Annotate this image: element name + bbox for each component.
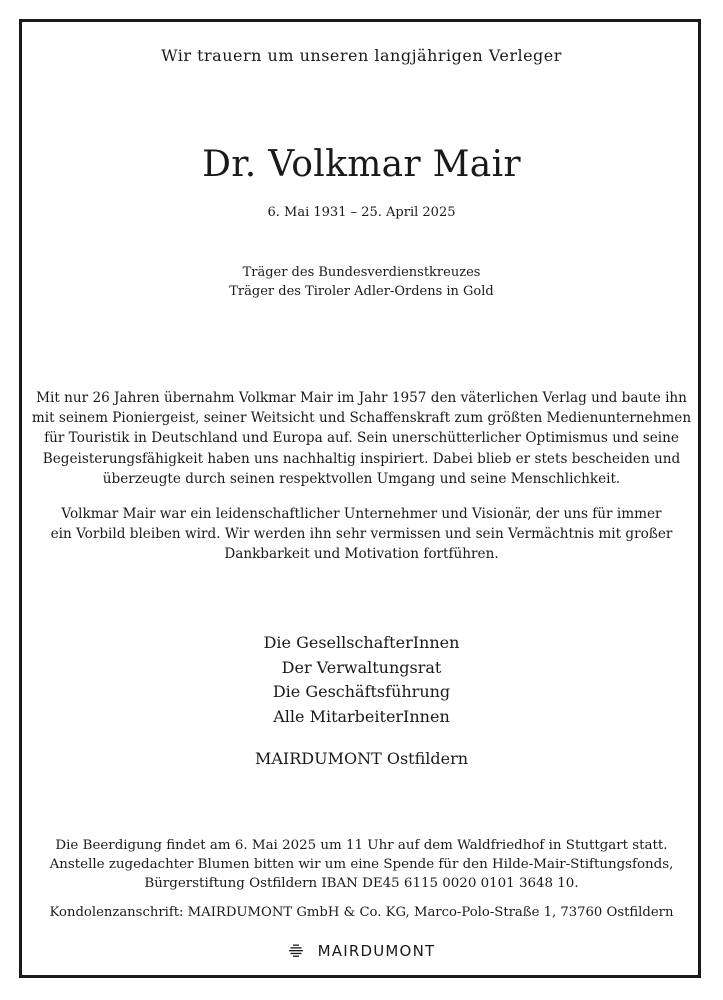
text-line: Dankbarkeit und Motivation fortführen. <box>224 546 499 563</box>
honors <box>0 263 723 301</box>
company-logo <box>0 942 723 960</box>
signer-line: Der Verwaltungsrat <box>281 657 442 677</box>
honor-line: Träger des Tiroler Adler-Ordens in Gold <box>229 284 494 299</box>
logo-wordmark: MAIRDUMONT <box>317 942 436 960</box>
signers <box>0 631 723 729</box>
text-line: überzeugte durch seinen respektvollen Umgang und seine Menschlichkeit. <box>102 470 621 487</box>
signer-line: Die Geschäftsführung <box>272 682 451 701</box>
header-line: Wir trauern um unseren langjährigen Verleger <box>161 46 562 65</box>
text-line: mit seinem Pioniergeist, seiner Weitsicht und Schaffenskraft zum größten Medienunternehmen <box>31 410 692 427</box>
tribute-paragraph-1 <box>0 388 723 489</box>
tribute-paragraph-2 <box>0 504 723 565</box>
text-line: ein Vorbild bleiben wird. Wir werden ihn sehr vermissen und sein Vermächtnis mit großer <box>50 526 673 543</box>
company-name: MAIRDUMONT Ostfildern <box>254 749 469 768</box>
text-line: Bürgerstiftung Ostfildern IBAN DE45 6115 0020 0101 3648 10. <box>144 876 579 891</box>
text-line: für Touristik in Deutschland und Europa auf. Sein unerschütterlicher Optimismus und seine <box>44 430 679 447</box>
signer-line: Die GesellschafterInnen <box>263 633 460 652</box>
condolence-address: Kondolenzanschrift: MAIRDUMONT GmbH & Co. KG, Marco-Polo-Straße 1, 73760 Ostfildern <box>49 905 674 920</box>
signer-line: Alle MitarbeiterInnen <box>273 706 450 726</box>
text-line: Begeisterungsfähigkeit haben uns nachhaltig inspiriert. Dabei blieb er stets bescheiden und <box>42 450 681 467</box>
text-line: Die Beerdigung findet am 6. Mai 2025 um 11 Uhr auf dem Waldfriedhof in Stuttgart statt. <box>55 838 668 853</box>
text-line: Mit nur 26 Jahren übernahm Volkmar Mair im Jahr 1957 den väterlichen Verlag und baute ihn <box>36 390 687 406</box>
stacked-lines-logo-icon <box>288 943 304 959</box>
deceased-name: Dr. Volkmar Mair <box>202 144 521 185</box>
text-line: Volkmar Mair war ein leidenschaftlicher Unternehmer und Visionär, der uns für immer <box>61 506 662 522</box>
funeral-info <box>0 836 723 893</box>
life-dates: 6. Mai 1931 – 25. April 2025 <box>267 205 456 220</box>
text-line: Anstelle zugedachter Blumen bitten wir um eine Spende für den Hilde-Mair-Stiftungsfonds, <box>49 857 674 872</box>
honor-line: Träger des Bundesverdienstkreuzes <box>242 265 481 280</box>
